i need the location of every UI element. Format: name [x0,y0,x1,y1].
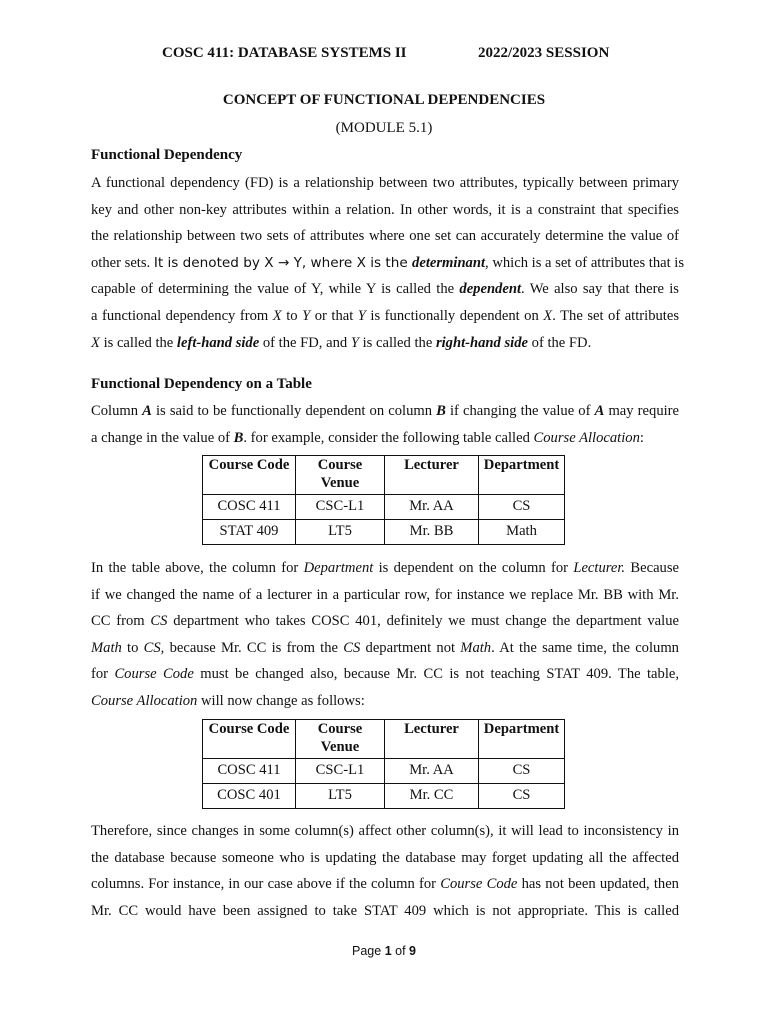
text-run: has not been updated, then [517,876,679,893]
paragraph-line [91,818,679,845]
table-cell: Mr. AA [385,759,479,784]
page-footer [0,944,768,958]
paragraph-line [91,425,679,452]
table-cell: COSC 411 [203,759,296,784]
table-header-row [203,456,565,495]
text-run: . We also say that there is [521,281,679,298]
table-cell: LT5 [296,520,385,545]
heading-functional-dependency: Functional Dependency [91,147,243,163]
text-run: Math [91,639,122,656]
text-run: CS, [143,639,165,656]
column-header: Course Venue [296,720,385,759]
paragraph-line [91,276,679,303]
text-run: Because [625,560,679,576]
text-run: department who takes COSC 401, definitely we must change the department value [167,613,679,630]
paragraph-line [91,303,679,330]
text-run: . for example, consider the following table called [243,429,534,446]
text-run: Y [302,307,311,324]
text-run: Course Allocation [533,429,640,446]
text-run: other sets. [91,254,154,271]
text-run: because Mr. CC is from the [164,639,344,656]
text-run: is said to be functionally dependent on column [151,403,437,419]
paragraph-line [91,330,679,357]
paragraph-line [91,170,679,197]
text-run: B [233,429,244,446]
text-run: CS [343,639,361,656]
table-row [203,495,565,520]
paragraph-line [91,582,679,609]
column-header: Course Code [203,720,296,759]
module-label: (MODULE 5.1) [335,120,433,136]
paragraph-line [91,250,685,277]
table-header-row [203,720,565,759]
paragraph-line [91,608,679,635]
session-header: 2022/2023 SESSION [478,45,610,61]
table-cell: COSC 401 [203,784,296,809]
text-run: X [91,334,100,351]
term-determinant: determinant [412,254,486,271]
of-word: of [395,944,406,958]
paragraph-fd-table-intro [91,398,679,451]
paragraph-line [91,635,679,662]
text-run: Course Code [440,876,518,893]
text-run: will now change as follows: [197,692,365,709]
table-row [203,784,565,809]
text-run: of the FD. [528,334,592,351]
text-run: of the FD, and [259,334,351,351]
page-total: 9 [409,944,416,958]
text-run: a change in the value of [91,429,234,446]
text-run: a functional dependency from [91,307,273,324]
text-run: . The set of attributes [552,307,680,324]
page-word: Page [352,944,382,958]
text-run: Course Code [114,666,194,683]
table-cell: CS [479,784,565,809]
text-run: A [594,403,605,419]
text-run: capable of determining the value of Y, while Y is called the [91,281,460,298]
text-run: Math [460,639,492,656]
text-run: : [639,429,644,446]
text-run: , which is a set of attributes that is [485,254,685,271]
page-number: 1 [384,944,392,958]
table-cell: STAT 409 [203,520,296,545]
table-cell: CS [479,759,565,784]
paragraph-line [91,223,679,250]
table-row [203,520,565,545]
paragraph-line [91,555,679,582]
text-run: department not [360,639,461,656]
text-run: to [121,639,144,656]
column-header: Department [479,456,565,495]
text-run: the relationship between two sets of attributes where one set can accurately determine the value of [91,228,679,245]
text-run: columns. For instance, in our case above if the column for [91,876,441,893]
table-cell: COSC 411 [203,495,296,520]
text-run: may require [604,403,680,419]
paragraph-line [91,845,679,872]
column-header: Lecturer [385,720,479,759]
text-run: is functionally dependent on [365,307,544,324]
text-run: Mr. CC would have been assigned to take STAT 409 which is not appropriate. This is called [91,902,679,919]
paragraph-line [91,197,679,224]
table-cell: CS [479,495,565,520]
text-run: Column [91,403,143,419]
text-run: Y [350,334,359,351]
table-row [203,759,565,784]
table-cell: Mr. CC [385,784,479,809]
text-run: is called the [99,334,177,351]
text-run: In the table above, the column for [91,560,304,576]
updated-course-allocation-table [202,719,565,809]
text-run: B [436,403,446,419]
term-dependent: dependent [459,281,522,298]
text-run: X [543,307,553,324]
paragraph-line [91,898,679,925]
text-run: to [281,307,303,324]
paragraph-line [91,398,679,425]
text-run: Y [357,307,366,324]
text-run: is dependent on the column for [373,560,574,576]
column-header: Course Code [203,456,296,495]
text-run: A functional dependency (FD) is a relationship between two attributes, typically between primary [91,175,679,191]
text-run: if we changed the name of a lecturer in a particular row, for instance we replace Mr. BB with Mr. [91,586,679,603]
text-run: is called the [358,334,436,351]
term-right-hand-side: right-hand side [435,334,528,351]
column-header: Course Venue [296,456,385,495]
text-run: for [91,666,115,683]
heading-fd-on-table: Functional Dependency on a Table [91,376,312,392]
table-cell: Mr. BB [385,520,479,545]
column-header: Department [479,720,565,759]
text-run: CS [150,613,168,630]
text-run: CC from [91,613,151,630]
course-allocation-table [202,455,565,545]
text-run: It is denoted by X → Y, where X is the [153,254,413,271]
text-run: Therefore, since changes in some column(s) affect other column(s), it will lead to inconsistency in [91,823,679,839]
paragraph-inconsistency [91,818,679,924]
text-run: key and other non-key attributes within a relation. In other words, it is a constraint that specifies [91,201,679,218]
text-run: if changing the value of [445,403,595,419]
table-cell: Mr. AA [385,495,479,520]
paragraph-line [91,871,679,898]
text-run: Course Allocation [91,692,198,709]
text-run: X [272,307,282,324]
paragraph-fd-definition [91,170,685,356]
text-run: . At the same time, the column [491,639,679,656]
text-run: Lecturer. [573,560,626,576]
table-cell: CSC-L1 [296,759,385,784]
table-cell: LT5 [296,784,385,809]
column-header: Lecturer [385,456,479,495]
course-header: COSC 411: DATABASE SYSTEMS II [162,45,407,61]
text-run: the database because someone who is updating the database may forget updating all the affected [91,849,679,866]
text-run: or that [310,307,358,324]
document-title: CONCEPT OF FUNCTIONAL DEPENDENCIES [222,92,546,108]
text-run: must be changed also, because Mr. CC is not teaching STAT 409. The table, [193,666,680,683]
table-cell: Math [479,520,565,545]
paragraph-line [91,661,679,688]
paragraph-dependency-example [91,555,679,715]
text-run: Department [303,560,374,576]
text-run: A [142,403,152,419]
table-cell: CSC-L1 [296,495,385,520]
paragraph-line [91,688,679,715]
term-left-hand-side: left-hand side [176,334,260,351]
